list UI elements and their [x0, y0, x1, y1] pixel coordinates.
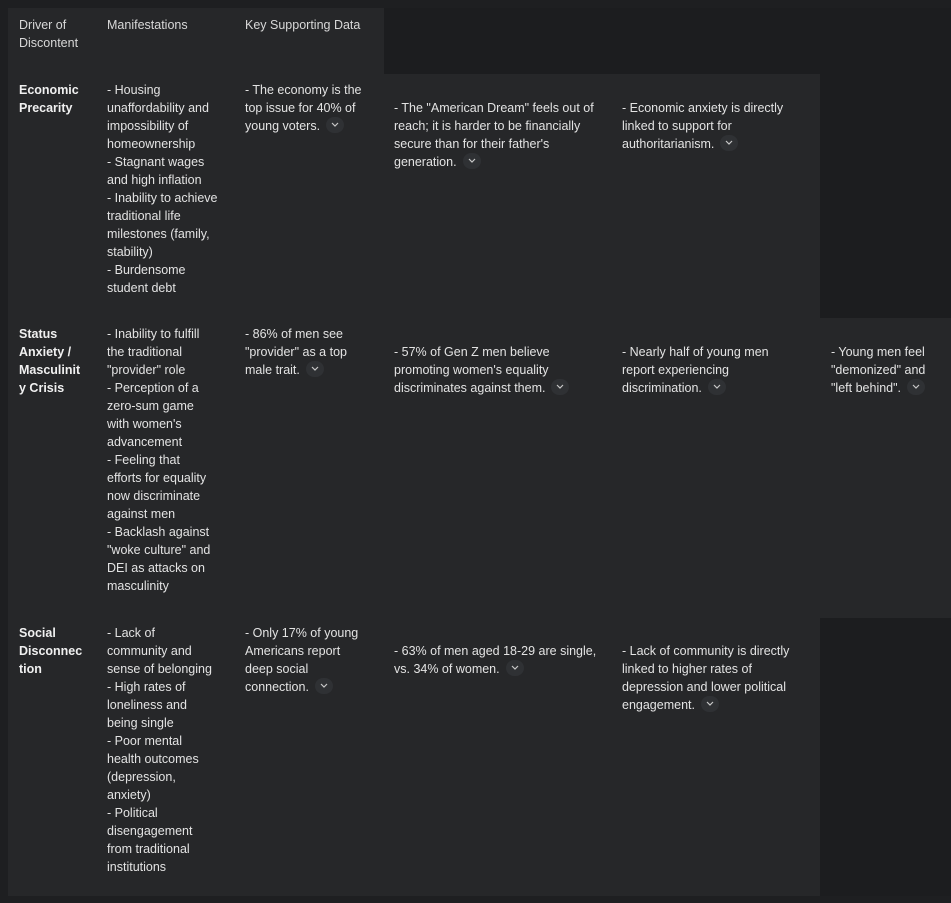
data-cell: - Young men feel "demonized" and "left behind".	[831, 345, 926, 395]
data-cell: - 63% of men aged 18-29 are single, vs. 34% of women.	[394, 644, 597, 676]
chevron-down-icon[interactable]	[306, 361, 324, 377]
data-cell: - The "American Dream" feels out of reach; it is harder to be financially secure than for their father's generation.	[394, 101, 594, 169]
manifestations-economic: - Housing unaffordability and impossibility of homeownership - Stagnant wages and high inflation - Inability to achieve traditional life milestones (family, stability) - Burdensome student debt	[107, 83, 218, 295]
chevron-down-icon[interactable]	[326, 117, 344, 133]
data-cell: - Nearly half of young men report experiencing discrimination.	[622, 345, 769, 395]
chevron-down-icon[interactable]	[708, 379, 726, 395]
chevron-down-icon[interactable]	[463, 153, 481, 169]
empty-header-area	[384, 8, 951, 74]
data-cell: - 57% of Gen Z men believe promoting women's equality discriminates against them.	[394, 343, 569, 397]
driver-economic-precarity: Economic Precarity	[19, 83, 79, 115]
manifestations-status: - Inability to fulfill the traditional "provider" role - Perception of a zero-sum game with women's advancement - Feeling that efforts for equality now discriminate against men - Backlash against "woke culture" and DEI as attacks on masculinity	[107, 327, 211, 593]
header-key-data: Key Supporting Data	[245, 18, 361, 32]
data-cell: - 86% of men see "provider" as a top male trait.	[245, 327, 347, 377]
chevron-down-icon[interactable]	[720, 135, 738, 151]
data-cell: - Only 17% of young Americans report deep social connection.	[245, 626, 359, 694]
data-cell: - Economic anxiety is directly linked to support for authoritarianism.	[622, 101, 784, 151]
driver-status-anxiety: Status Anxiety / Masculinit y Crisis	[19, 327, 81, 395]
chevron-down-icon[interactable]	[506, 660, 524, 676]
empty-cell	[820, 74, 951, 318]
chevron-down-icon[interactable]	[551, 379, 569, 395]
empty-cell	[820, 618, 951, 896]
header-manifestations: Manifestations	[107, 18, 188, 32]
data-cell: - Lack of community is directly linked to higher rates of depression and lower political engagement.	[622, 644, 790, 712]
data-cell: - The economy is the top issue for 40% of young voters.	[245, 83, 362, 133]
chevron-down-icon[interactable]	[907, 379, 925, 395]
header-driver: Driver of Discontent	[19, 18, 79, 50]
driver-social-disconnection: Social Disconnec tion	[19, 626, 83, 676]
chevron-down-icon[interactable]	[701, 696, 719, 712]
chevron-down-icon[interactable]	[315, 678, 333, 694]
manifestations-social: - Lack of community and sense of belonging - High rates of loneliness and being single - Poor mental health outcomes (depression, anxiety) - Political disengagement from traditional institutions	[107, 626, 212, 874]
